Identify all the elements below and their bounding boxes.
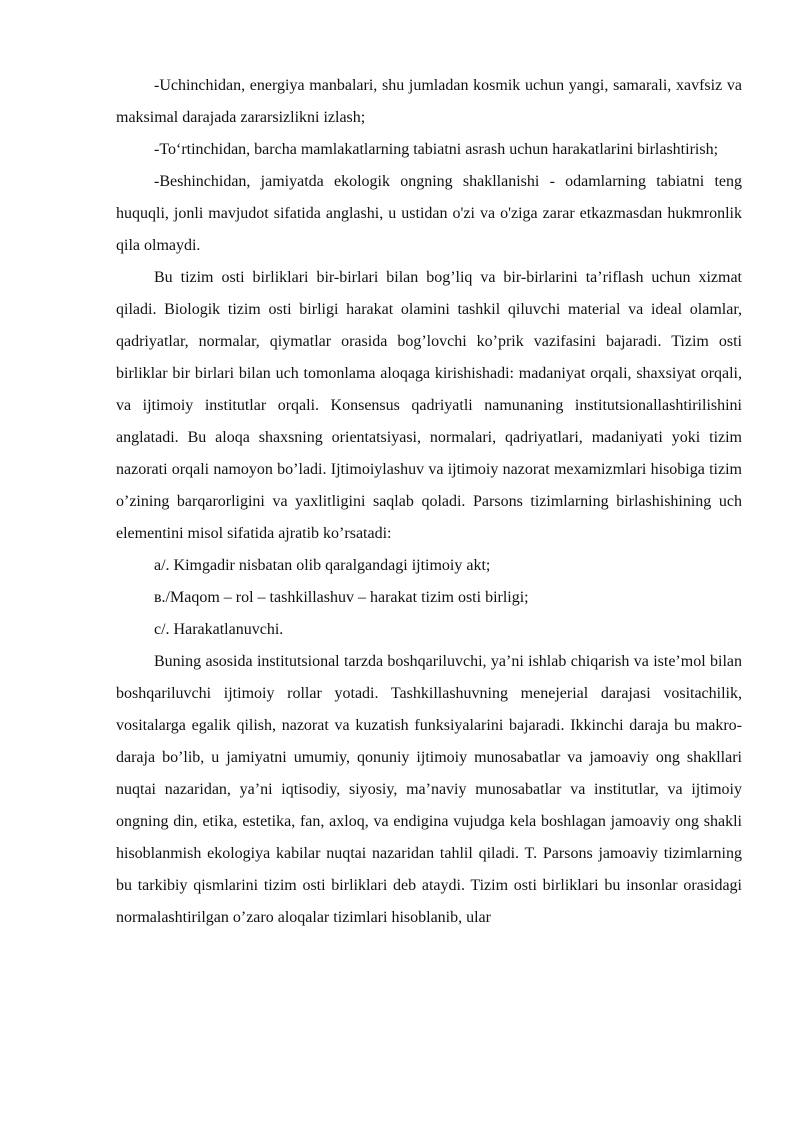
document-page (116, 70, 742, 934)
list-item-c: c/. Harakatlanuvchi. (154, 621, 284, 638)
paragraph-institutional-roles: Buning asosida institutsional tarzda boshqariluvchi, ya’ni ishlab chiqarish va iste’mol bilan boshqariluvchi ijtimoiy rollar yotadi. Tashkillashuvning menejerial darajasi vositachilik, vositalarga egalik qilish, nazorat va kuzatish funksiyalarini bajaradi. Ikkinchi daraja bu makro-daraja bo’lib, u jamiyatni umumiy, qonuniy ijtimoiy munosabatlar va jamoaviy ong shakllari nuqtai nazaridan, ya’ni iqtisodiy, siyosiy, ma’naviy munosabatlar va institutlar, va ijtimoiy ongning din, etika, estetika, fan, axloq, va endigina vujudga kela boshlagan jamoaviy ong shakli hisoblanmish ekologiya kabilar nuqtai nazaridan tahlil qiladi. T. Parsons jamoaviy tizimlarning bu tarkibiy qismlarini tizim osti birliklari deb ataydi. Tizim osti birliklari bu insonlar orasidagi normalashtirilgan o’zaro aloqalar tizimlari hisoblanib, ular (116, 653, 742, 926)
paragraph-fifth-point: -Beshinchidan, jamiyatda ekologik ongning shakllanishi - odamlarning tabiatni teng huquqli, jonli mavjudot sifatida anglashi, u ustidan o'zi va o'ziga zarar etkazmasdan hukmronlik qila olmaydi. (116, 173, 742, 254)
paragraph-subsystem-units: Bu tizim osti birliklari bir-birlari bilan bog’liq va bir-birlarini ta’riflash uchun xizmat qiladi. Biologik tizim osti birligi harakat olamini tashkil qiluvchi material va ideal olamlar, qadriyatlar, normalar, qiymatlar orasida bog’lovchi ko’prik vazifasini bajaradi. Tizim osti birliklar bir birlari bilan uch tomonlama aloqaga kirishishadi: madaniyat orqali, shaxsiyat orqali, va ijtimoiy institutlar orqali. Konsensus qadriyatli namunaning institutsionallashtirilishini anglatadi. Bu aloqa shaxsning orientatsiyasi, normalari, qadriyatlari, madaniyati yoki tizim nazorati orqali namoyon bo’ladi. Ijtimoiylashuv va ijtimoiy nazorat mexamizmlari hisobiga tizim o’zining barqarorligini va yaxlitligini saqlab qoladi. Parsons tizimlarning birlashishining uch elementini misol sifatida ajratib ko’rsatadi: (116, 269, 742, 542)
paragraph-third-point: -Uchinchidan, energiya manbalari, shu jumladan kosmik uchun yangi, samarali, xavfsiz va maksimal darajada zararsizlikni izlash; (116, 77, 742, 126)
list-item-b: в./Maqom – rol – tashkillashuv – harakat tizim osti birligi; (154, 589, 529, 606)
list-item-a: a/. Kimgadir nisbatan olib qaralgandagi ijtimoiy akt; (154, 557, 491, 574)
paragraph-fourth-point: -To‘rtinchidan, barcha mamlakatlarning tabiatni asrash uchun harakatlarini birlashtirish; (154, 141, 719, 158)
